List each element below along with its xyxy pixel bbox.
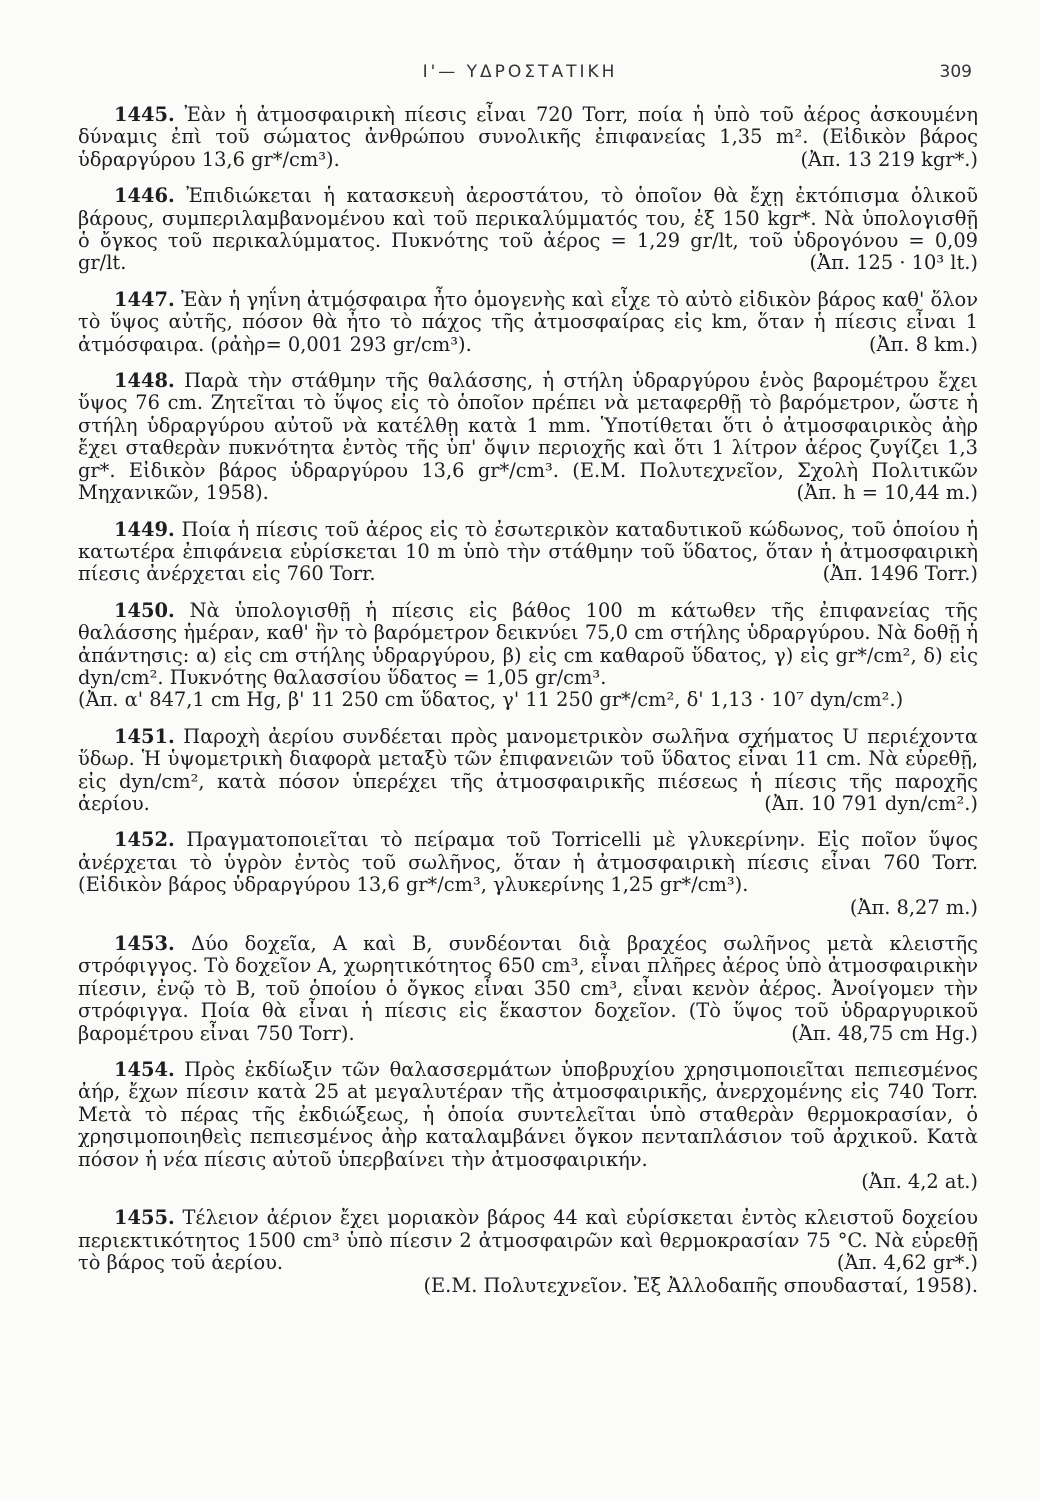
problem-number: 1446.: [114, 184, 175, 208]
problem-number: 1447.: [114, 287, 175, 311]
problem-1447: [78, 289, 978, 356]
problem-answer: (Ἀπ. 8 km.): [868, 332, 978, 356]
problem-number: 1455.: [114, 1206, 175, 1230]
problem-text: Παρὰ τὴν στάθμην τῆς θαλάσσης, ἡ στήλη ὑδραργύρου ἑνὸς βαρομέτρου ἔχει ὕψος 76 cm. Ζητεῖται τὸ ὕψος εἰς τὸ ὁποῖον πρέπει νὰ μεταφερθῇ τὸ βαρόμετρον, ὥστε ἡ στήλη ὑδραργύρου αὐτοῦ νὰ κατέλθῃ κατὰ 1 mm. Ὑποτίθεται ὅτι ὁ ἀτμοσφαιρικὸς ἀὴρ ἔχει σταθερὰν πυκνότητα ἐντὸς τῆς ὑπ' ὄψιν περιοχῆς καὶ ὅτι 1 λίτρον ἀέρος ζυγίζει 1,3 gr*. Εἰδικὸν βάρος ὑδραργύρου 13,6 gr*/cm³. (Ε.Μ. Πολυτεχνεῖον, Σχολὴ Πολιτικῶν Μηχανικῶν, 1958).: [78, 369, 978, 505]
problem-number: 1449.: [114, 517, 175, 541]
problem-1452: [78, 829, 978, 919]
problem-1446: [78, 185, 978, 275]
problem-number: 1452.: [114, 828, 175, 852]
problem-text: Ποία ἡ πίεσις τοῦ ἀέρος εἰς τὸ ἐσωτερικὸν καταδυτικοῦ κώδωνος, τοῦ ὁποίου ἡ κατωτέρα ἐπιφάνεια εὑρίσκεται 10 m ὑπὸ τὴν στάθμην τοῦ ὕδατος, ὅταν ἡ ἀτμοσφαιρικὴ πίεσις ἀνέρχεται εἰς 760 Torr.: [78, 517, 978, 586]
problem-text: Πρὸς ἐκδίωξιν τῶν θαλασσερμάτων ὑποβρυχίου χρησιμοποιεῖται πεπιεσμένος ἀήρ, ἔχων πίεσιν κατὰ 25 at μεγαλυτέραν τῆς ἀτμοσφαιρικῆς, ἀνερχομένης εἰς 740 Torr. Μετὰ τὸ πέρας τῆς ἐκδιώξεως, ἡ ὁποία συντελεῖται ὑπὸ σταθερὰν θερμοκρασίαν, ὁ χρησιμοποιηθεὶς πεπιεσμένος ἀὴρ καταλαμβάνει ὄγκον πενταπλάσιον τοῦ ἀρχικοῦ. Κατὰ πόσον ἡ νέα πίεσις αὐτοῦ ὑπερβαίνει τὴν ἀτμοσφαιρικήν.: [78, 1058, 978, 1171]
problem-1450: [78, 600, 978, 712]
problem-text: Πραγματοποιεῖται τὸ πείραμα τοῦ Torricelli μὲ γλυκερίνην. Εἰς ποῖον ὕψος ἀνέρχεται τὸ ὑγρὸν ἐντὸς τοῦ σωλῆνος, ὅταν ἡ ἀτμοσφαιρικὴ πίεσις εἶναι 760 Torr. (Εἰδικὸν βάρος ὑδραργύρου 13,6 gr*/cm³, γλυκερίνης 1,25 gr*/cm³).: [78, 828, 978, 897]
problem-1455: [78, 1207, 978, 1297]
problem-answer: (Ἀπ. 1496 Torr.): [822, 562, 978, 586]
problem-text: Ἐὰν ἡ ἀτμοσφαιρικὴ πίεσις εἶναι 720 Torr, ποία ἡ ὑπὸ τοῦ ἀέρος ἀσκουμένη δύναμις ἐπὶ τοῦ σώματος ἀνθρώπου συνολικῆς ἐπιφανείας 1,35 m². (Εἰδικὸν βάρος ὑδραργύρου 13,6 gr*/cm³).: [78, 103, 978, 171]
running-title: Ι'— ΥΔΡΟΣΤΑΤΙΚΗ: [422, 62, 618, 82]
problem-number: 1453.: [114, 932, 175, 955]
problem-1451: [78, 726, 978, 816]
problem-number: 1454.: [114, 1058, 175, 1082]
problem-1449: [78, 519, 978, 586]
problem-answer: (Ἀπ. 10 791 dyn/cm².): [764, 791, 978, 815]
page-header: [0, 62, 1040, 88]
problem-answer: (Ἀπ. 4,62 gr*.): [836, 1251, 978, 1275]
problem-text: Παροχὴ ἀερίου συνδέεται πρὸς μανομετρικὸν σωλῆνα σχήματος U περιέχοντα ὕδωρ. Ἡ ὑψομετρικὴ διαφορὰ μεταξὺ τῶν ἐπιφανειῶν τοῦ ὕδατος εἶναι 11 cm. Νὰ εὑρεθῇ, εἰς dyn/cm², κατὰ πόσον ὑπερέχει τῆς ἀτμοσφαιρικῆς πιέσεως ἡ πίεσις τῆς παροχῆς ἀερίου.: [78, 724, 978, 815]
page-number: 309: [939, 62, 972, 82]
problem-1445: [78, 104, 978, 171]
problem-text: Νὰ ὑπολογισθῇ ἡ πίεσις εἰς βάθος 100 m κάτωθεν τῆς ἐπιφανείας τῆς θαλάσσης ἡμέραν, καθ' ἣν τὸ βαρόμετρον δεικνύει 75,0 cm στήλης ὑδραργύρου. Νὰ δοθῇ ἡ ἀπάντησις: α) εἰς cm στήλης ὑδραργύρου, β) εἰς cm καθαροῦ ὕδατος, γ) εἰς gr*/cm², δ) εἰς dyn/cm². Πυκνότης θαλασσίου ὕδατος = 1,05 gr/cm³.: [78, 598, 978, 689]
problem-1454: [78, 1059, 978, 1193]
problem-answer: (Ἀπ. 8,27 m.): [849, 895, 978, 919]
problem-answer: (Ἀπ. 125 · 10³ lt.): [809, 251, 978, 275]
problem-list: [78, 104, 978, 1311]
problem-1453: [78, 933, 978, 1045]
problem-answer: (Ἀπ. 13 219 kgr*.): [800, 147, 978, 171]
problem-number: 1445.: [114, 103, 175, 126]
problem-answer: (Ἀπ. h = 10,44 m.): [796, 481, 978, 505]
problem-1448: [78, 370, 978, 504]
problem-text: Τέλειον ἀέριον ἔχει μοριακὸν βάρος 44 καὶ εὑρίσκεται ἐντὸς κλειστοῦ δοχείου περιεκτικότητος 1500 cm³ ὑπὸ πίεσιν 2 ἀτμοσφαιρῶν καὶ θερμοκρασίαν 75 °C. Νὰ εὑρεθῇ τὸ βάρος τοῦ ἀερίου.: [78, 1206, 978, 1275]
problem-number: 1451.: [114, 724, 175, 748]
problem-text: Ἐὰν ἡ γηΐνη ἀτμόσφαιρα ἦτο ὁμογενὴς καὶ εἶχε τὸ αὐτὸ εἰδικὸν βάρος καθ' ὅλον τὸ ὕψος αὐτῆς, πόσον θὰ ἦτο τὸ πάχος τῆς ἀτμοσφαίρας εἰς km, ὅταν ἡ πίεσις εἶναι 1 ἀτμόσφαιρα. (ρἀὴρ= 0,001 293 gr/cm³).: [78, 287, 978, 356]
problem-number: 1448.: [114, 369, 175, 393]
problem-number: 1450.: [114, 598, 175, 622]
problem-source: (Ε.Μ. Πολυτεχνεῖον. Ἐξ Ἀλλοδαπῆς σπουδασταί, 1958).: [423, 1273, 978, 1297]
problem-answer: (Ἀπ. 48,75 cm Hg.): [791, 1021, 978, 1045]
problem-answer: (Ἀπ. 4,2 at.): [861, 1170, 978, 1194]
problem-answer: (Ἀπ. α' 847,1 cm Hg, β' 11 250 cm ὕδατος, γ' 11 250 gr*/cm², δ' 1,13 · 10⁷ dyn/cm².): [78, 688, 904, 712]
problem-text: Δύο δοχεῖα, Α καὶ Β, συνδέονται διὰ βραχέος σωλῆνος μετὰ κλειστῆς στρόφιγγος. Τὸ δοχεῖον Α, χωρητικότητος 650 cm³, εἶναι πλῆρες ἀέρος ὑπὸ ἀτμοσφαιρικὴν πίεσιν, ἐνῷ τὸ Β, τοῦ ὁποίου ὁ ὄγκος εἶναι 350 cm³, εἶναι κενὸν ἀέρος. Ἀνοίγομεν τὴν στρόφιγγα. Ποία θὰ εἶναι ἡ πίεσις εἰς ἕκαστον δοχεῖον. (Τὸ ὕψος τοῦ ὑδραργυρικοῦ βαρομέτρου εἶναι 750 Torr).: [78, 932, 978, 1045]
problem-text: Ἐπιδιώκεται ἡ κατασκευὴ ἀεροστάτου, τὸ ὁποῖον θὰ ἔχῃ ἐκτόπισμα ὁλικοῦ βάρους, συμπεριλαμβανομένου καὶ τοῦ περικαλύμματός του, ἐξ 150 kgr*. Νὰ ὑπολογισθῇ ὁ ὄγκος τοῦ περικαλύμματος. Πυκνότης τοῦ ἀέρος = 1,29 gr/lt, τοῦ ὑδρογόνου = 0,09 gr/lt.: [78, 184, 978, 275]
